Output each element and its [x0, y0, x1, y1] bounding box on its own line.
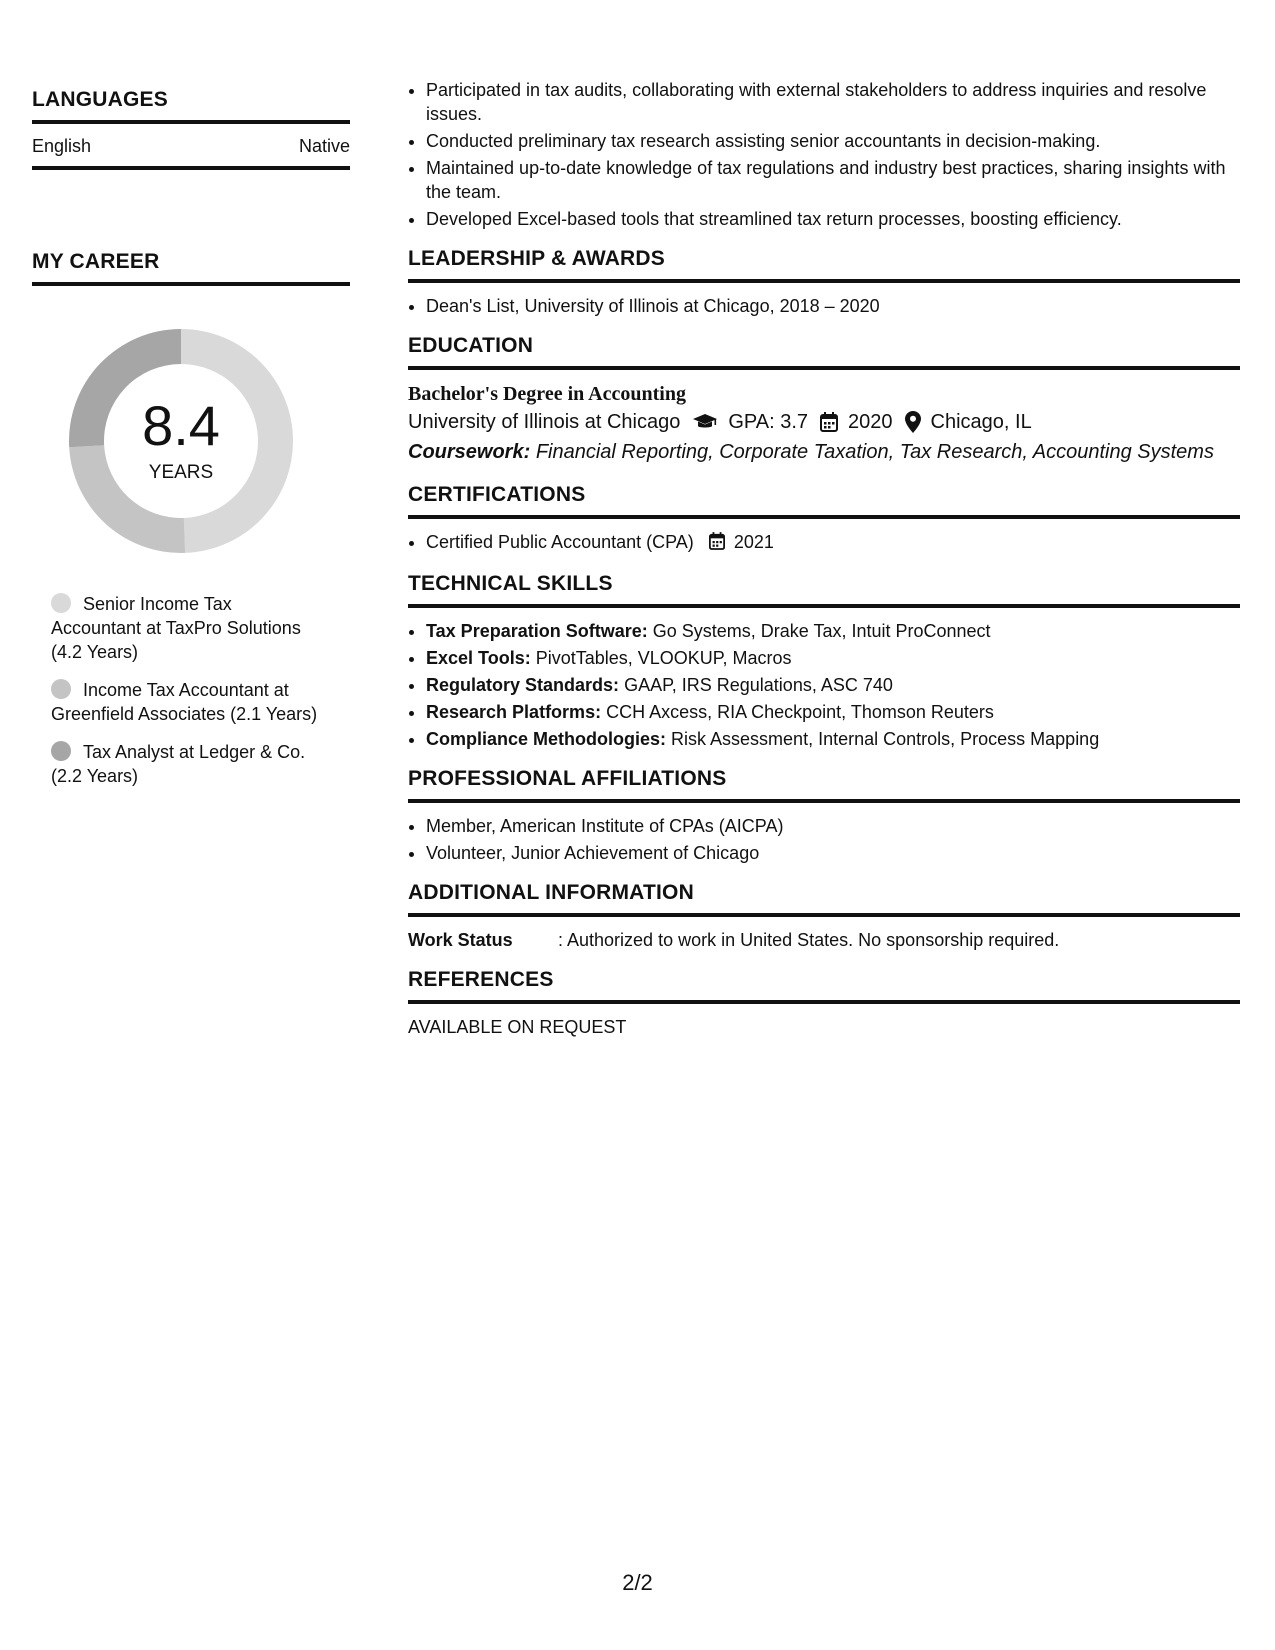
school-name: University of Illinois at Chicago [408, 411, 681, 433]
references-text: AVAILABLE ON REQUEST [408, 1017, 627, 1037]
legend-label: Senior Income Tax Accountant at TaxPro Solutions (4.2 Years) [51, 594, 301, 662]
graduation-cap-icon [692, 413, 718, 431]
left-column [32, 88, 350, 802]
skill-value: Go Systems, Drake Tax, Intuit ProConnect [652, 621, 991, 641]
legend-dot [51, 741, 71, 761]
certifications-section [408, 483, 1240, 556]
list-item [426, 646, 1240, 670]
references-section [408, 968, 1240, 1039]
legend-item [51, 592, 321, 664]
references-heading: REFERENCES [408, 968, 1240, 1004]
legend-label: Tax Analyst at Ledger & Co. (2.2 Years) [51, 742, 306, 786]
list-item: • Dean's List, University of Illinois at Chicago, 2018 – 2020 [426, 294, 1240, 318]
skill-label: Tax Preparation Software: [426, 621, 648, 641]
list-item: • Developed Excel-based tools that streamlined tax return processes, boosting efficiency. [426, 207, 1240, 231]
legend-dot [51, 679, 71, 699]
affiliations-heading: PROFESSIONAL AFFILIATIONS [408, 767, 1240, 803]
skill-label: Excel Tools: [426, 648, 531, 668]
education-section [408, 334, 1240, 467]
legend-label: Income Tax Accountant at Greenfield Associates (2.1 Years) [51, 680, 318, 724]
additional-info-section [408, 881, 1240, 952]
work-status-label: Work Status [408, 930, 513, 950]
coursework-label: Coursework: [408, 441, 531, 463]
awards-section [408, 247, 1240, 318]
list-item: • Volunteer, Junior Achievement of Chicago [426, 841, 1240, 865]
calendar-icon [820, 412, 838, 432]
experience-bullets [408, 78, 1240, 231]
degree-title: Bachelor's Degree in Accounting [408, 383, 686, 405]
list-item: • Participated in tax audits, collaborating with external stakeholders to address inquiries and resolve issues. [426, 78, 1240, 126]
legend-item [51, 678, 321, 726]
school-location: Chicago, IL [930, 411, 1032, 433]
language-row [32, 124, 350, 170]
legend-dot [51, 593, 71, 613]
skills-section [408, 572, 1240, 751]
skill-label: Regulatory Standards: [426, 675, 620, 695]
career-legend [51, 592, 350, 788]
career-total-years: 8.4 [142, 394, 220, 457]
career-years-unit: YEARS [148, 462, 214, 483]
skill-value: PivotTables, VLOOKUP, Macros [535, 648, 792, 668]
language-level: Native [298, 136, 350, 156]
certification-year: 2021 [733, 532, 774, 552]
education-details [408, 407, 1240, 437]
work-status-row [408, 928, 1240, 952]
list-item [426, 700, 1240, 724]
affiliations-section [408, 767, 1240, 865]
certification-name: Certified Public Accountant (CPA) [426, 532, 694, 552]
list-item [426, 619, 1240, 643]
certifications-heading: CERTIFICATIONS [408, 483, 1240, 519]
location-pin-icon [905, 411, 921, 433]
additional-info-heading: ADDITIONAL INFORMATION [408, 881, 1240, 917]
skills-heading: TECHNICAL SKILLS [408, 572, 1240, 608]
skill-label: Research Platforms: [426, 702, 602, 722]
awards-heading: LEADERSHIP & AWARDS [408, 247, 1240, 283]
coursework [408, 437, 1240, 467]
career-heading: MY CAREER [32, 250, 350, 286]
coursework-list: Financial Reporting, Corporate Taxation, Tax Research, Accounting Systems [535, 441, 1214, 463]
work-status-value: : Authorized to work in United States. No sponsorship required. [558, 930, 1060, 950]
list-item [426, 673, 1240, 697]
list-item [426, 530, 1240, 556]
skill-value: CCH Axcess, RIA Checkpoint, Thomson Reuters [606, 702, 994, 722]
skill-value: Risk Assessment, Internal Controls, Process Mapping [671, 729, 1100, 749]
languages-heading: LANGUAGES [32, 88, 350, 124]
career-donut-chart [66, 326, 296, 556]
page-number: 2/2 [622, 1570, 653, 1595]
calendar-icon [709, 532, 725, 556]
list-item: • Member, American Institute of CPAs (AICPA) [426, 814, 1240, 838]
legend-item [51, 740, 321, 788]
education-heading: EDUCATION [408, 334, 1240, 370]
right-column [408, 78, 1240, 1039]
list-item [426, 727, 1240, 751]
graduation-year: 2020 [848, 411, 893, 433]
list-item: • Conducted preliminary tax research assisting senior accountants in decision-making. [426, 129, 1240, 153]
skill-value: GAAP, IRS Regulations, ASC 740 [624, 675, 893, 695]
gpa-value: GPA: 3.7 [728, 411, 809, 433]
language-name: English [32, 136, 92, 156]
list-item: • Maintained up-to-date knowledge of tax regulations and industry best practices, sharing insights with the team. [426, 156, 1240, 204]
skill-label: Compliance Methodologies: [426, 729, 667, 749]
